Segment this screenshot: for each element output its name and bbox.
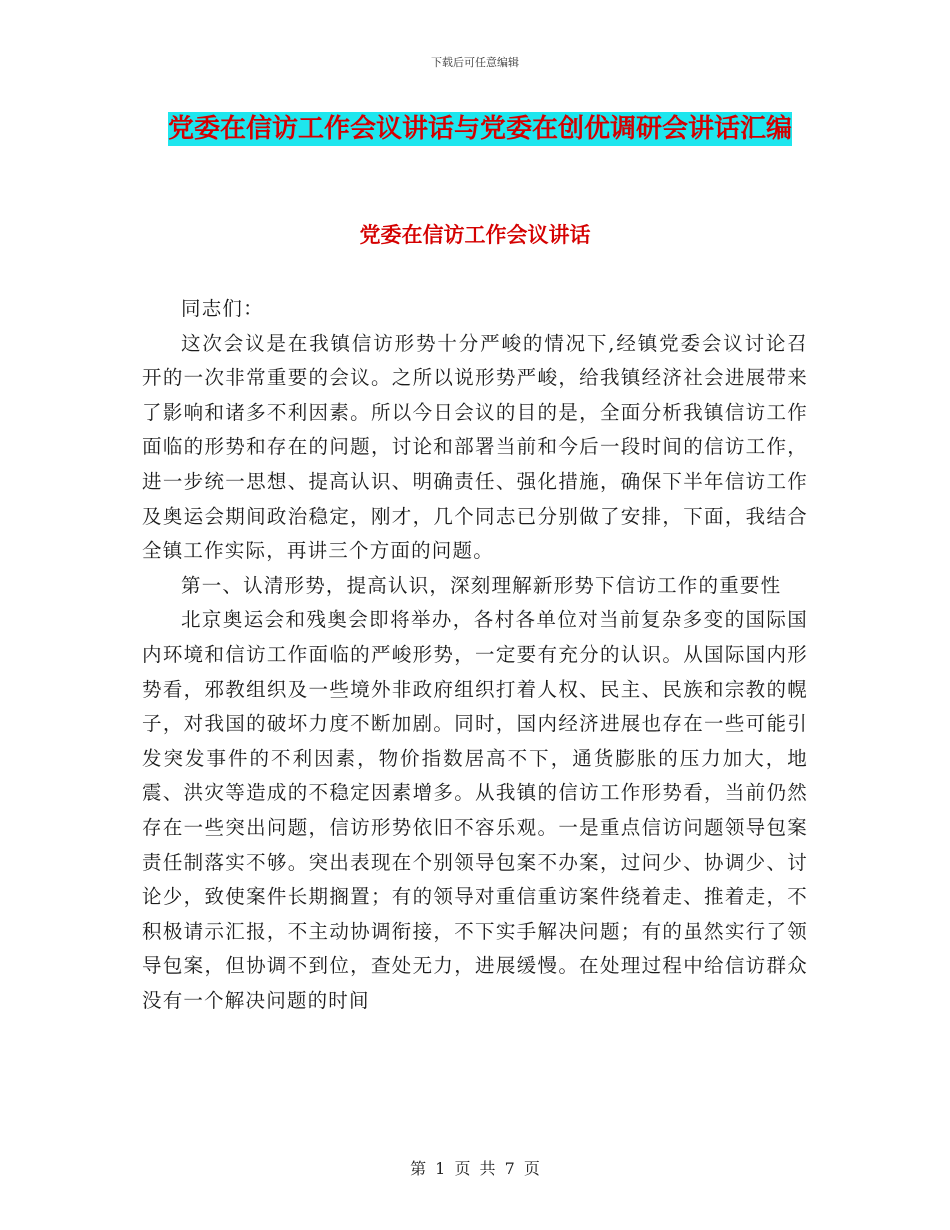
main-title-highlight: 党委在信访工作会议讲话与党委在创优调研会讲话汇编 (167, 114, 792, 144)
paragraph-intro: 这次会议是在我镇信访形势十分严峻的情况下,经镇党委会议讨论召开的一次非常重要的会议。之所以说形势严峻，给我镇经济社会进展带来了影响和诸多不利因素。所以今日会议的目的是，全面分析我镇信访工作面临的形势和存在的问题，讨论和部署当前和今后一段时间的信访工作，进一步统一思想、提高认识、明确责任、强化措施，确保下半年信访工作及奥运会期间政治稳定，刚才，几个同志已分别做了安排，下面，我结合全镇工作实际，再讲三个方面的问题。 (142, 331, 808, 563)
page-header-note: 下载后可任意编辑 (431, 56, 519, 69)
paragraph-section-heading: 第一、认清形势，提高认识，深刻理解新形势下信访工作的重要性 (181, 573, 782, 597)
document-main-title (150, 106, 810, 152)
page-footer: 第 1 页 共 7 页 (410, 1159, 540, 1178)
document-body (142, 292, 808, 1018)
document-sub-title: 党委在信访工作会议讲话 (359, 223, 591, 247)
paragraph-situation: 北京奥运会和残奥会即将举办，各村各单位对当前复杂多变的国际国内环境和信访工作面临的严峻形势，一定要有充分的认识。从国际国内形势看，邪教组织及一些境外非政府组织打着人权、民主、民族和宗教的幌子，对我国的破坏力度不断加剧。同时，国内经济进展也存在一些可能引发突发事件的不利因素，物价指数居高不下，通货膨胀的压力加大，地震、洪灾等造成的不稳定因素增多。从我镇的信访工作形势看，当前仍然存在一些突出问题，信访形势依旧不容乐观。一是重点信访问题领导包案责任制落实不够。突出表现在个别领导包案不办案，过问少、协调少、讨论少，致使案件长期搁置；有的领导对重信重访案件绕着走、推着走，不积极请示汇报，不主动协调衔接，不下实手解决问题；有的虽然实行了领导包案，但协调不到位，查处无力，进展缓慢。在处理过程中给信访群众没有一个解决问题的时间 (142, 608, 808, 1012)
paragraph-salutation: 同志们： (181, 297, 264, 320)
